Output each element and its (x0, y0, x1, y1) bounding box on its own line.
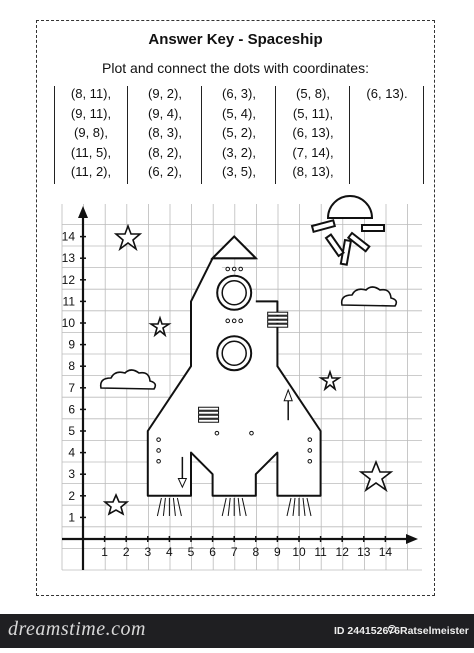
x-tick-label: 10 (292, 545, 306, 559)
star-icon (361, 462, 391, 490)
exhaust-line (238, 498, 240, 516)
x-tick-label: 1 (101, 545, 108, 559)
exhaust-line (173, 498, 175, 516)
y-tick-label: 12 (61, 272, 75, 287)
porthole-glass (222, 281, 246, 305)
rivet (308, 438, 312, 442)
y-tick-label: 14 (61, 229, 75, 244)
y-tick-label: 13 (61, 251, 75, 266)
rivet (232, 319, 236, 323)
coord-item: (5, 11), (292, 105, 334, 121)
coord-item: (8, 3), (148, 125, 182, 140)
coord-item: (6, 13). (366, 86, 408, 101)
x-tick-label: 6 (209, 545, 216, 559)
rivet (157, 438, 161, 442)
vent-slot (268, 320, 288, 323)
exhaust-line (242, 498, 246, 516)
y-tick-label: 11 (62, 294, 75, 309)
x-tick-label: 8 (252, 545, 260, 559)
x-tick-label: 12 (335, 545, 349, 559)
x-tick-label: 2 (122, 545, 130, 559)
exhaust-line (287, 498, 291, 516)
rivet (308, 449, 312, 453)
exhaust-line (293, 498, 295, 516)
dreamstime-logo: dreamstime.com (8, 618, 146, 640)
coord-item: (5, 4), (222, 105, 256, 121)
porthole-glass (222, 341, 246, 365)
watermark-footer (0, 614, 474, 648)
rocket-nose (213, 237, 256, 259)
rivet (232, 267, 236, 271)
coord-item: (6, 3), (222, 86, 256, 101)
coord-item: (6, 2), (148, 164, 182, 179)
vent-slot (199, 407, 219, 410)
exhaust-line (222, 498, 226, 516)
rocket-shape (148, 237, 321, 516)
coord-item: (5, 8), (296, 86, 330, 101)
x-axis-arrow (406, 534, 418, 544)
coord-item: (11, 2), (70, 164, 112, 179)
vent-slot (268, 324, 288, 327)
rivet (215, 431, 219, 435)
star-icon (105, 495, 127, 514)
coord-item: (8, 13), (292, 164, 334, 179)
cloud-icon (101, 370, 156, 389)
exhaust-line (228, 498, 230, 516)
rivet (226, 267, 230, 271)
vent-slot (268, 316, 288, 319)
exhaust-line (303, 498, 305, 516)
y-tick-label: 5 (68, 424, 75, 438)
y-tick-label: 6 (68, 402, 75, 417)
star-icon (321, 372, 339, 389)
x-tick-label: 7 (230, 545, 238, 559)
rivet (157, 449, 161, 453)
y-tick-label: 7 (68, 380, 75, 395)
coord-item: (9, 4), (148, 105, 182, 121)
rivet (239, 267, 243, 271)
coord-item: (8, 2), (148, 144, 182, 160)
rivet (250, 431, 254, 435)
exhaust-line (177, 498, 181, 516)
coord-item: (7, 14), (292, 144, 334, 160)
instruction-text: Plot and connect the dots with coordinates: (102, 60, 369, 76)
y-tick-label: 2 (68, 488, 75, 503)
x-tick-label: 11 (314, 545, 327, 559)
sun-icon (312, 196, 384, 265)
rivet (157, 459, 161, 463)
vent-slot (199, 411, 219, 414)
rivet (239, 319, 243, 323)
x-tick-label: 14 (378, 545, 393, 559)
coord-item: (9, 11), (70, 105, 112, 121)
exhaust-line (163, 498, 165, 516)
x-tick-label: 9 (274, 545, 281, 559)
x-tick-label: 3 (144, 545, 152, 559)
vent-slot (199, 415, 219, 418)
y-tick-label: 9 (68, 337, 75, 352)
coord-item: (3, 2), (222, 144, 256, 160)
y-tick-label: 10 (61, 316, 75, 330)
image-id: ID 244152676 (334, 625, 400, 637)
coord-item: (8, 11), (70, 86, 112, 101)
author-name: Ratselmeister (400, 625, 469, 637)
coord-item: (5, 2), (222, 125, 256, 140)
coord-item: (3, 5), (222, 164, 256, 179)
y-axis-arrow (78, 206, 88, 218)
exhaust-line (307, 498, 311, 516)
y-tick-label: 1 (68, 510, 75, 525)
coord-item: (9, 2), (148, 86, 182, 101)
rivet (226, 319, 230, 323)
x-tick-label: 4 (166, 545, 173, 559)
coord-item: (11, 5), (70, 144, 112, 160)
y-tick-label: 3 (68, 467, 75, 482)
coord-item: (9, 8), (74, 125, 108, 140)
y-tick-label: 8 (68, 359, 75, 374)
exhaust-line (157, 498, 161, 516)
star-icon (116, 226, 140, 249)
page-title: Answer Key - Spaceship (148, 31, 323, 48)
x-tick-label: 5 (187, 545, 195, 559)
x-tick-label: 13 (357, 545, 371, 559)
camera-icon (388, 625, 396, 633)
vent-slot (268, 312, 288, 315)
coord-item: (6, 13), (292, 125, 334, 140)
vent-slot (199, 419, 219, 422)
cloud-icon (342, 287, 397, 306)
rivet (308, 459, 312, 463)
y-tick-label: 4 (68, 445, 75, 460)
